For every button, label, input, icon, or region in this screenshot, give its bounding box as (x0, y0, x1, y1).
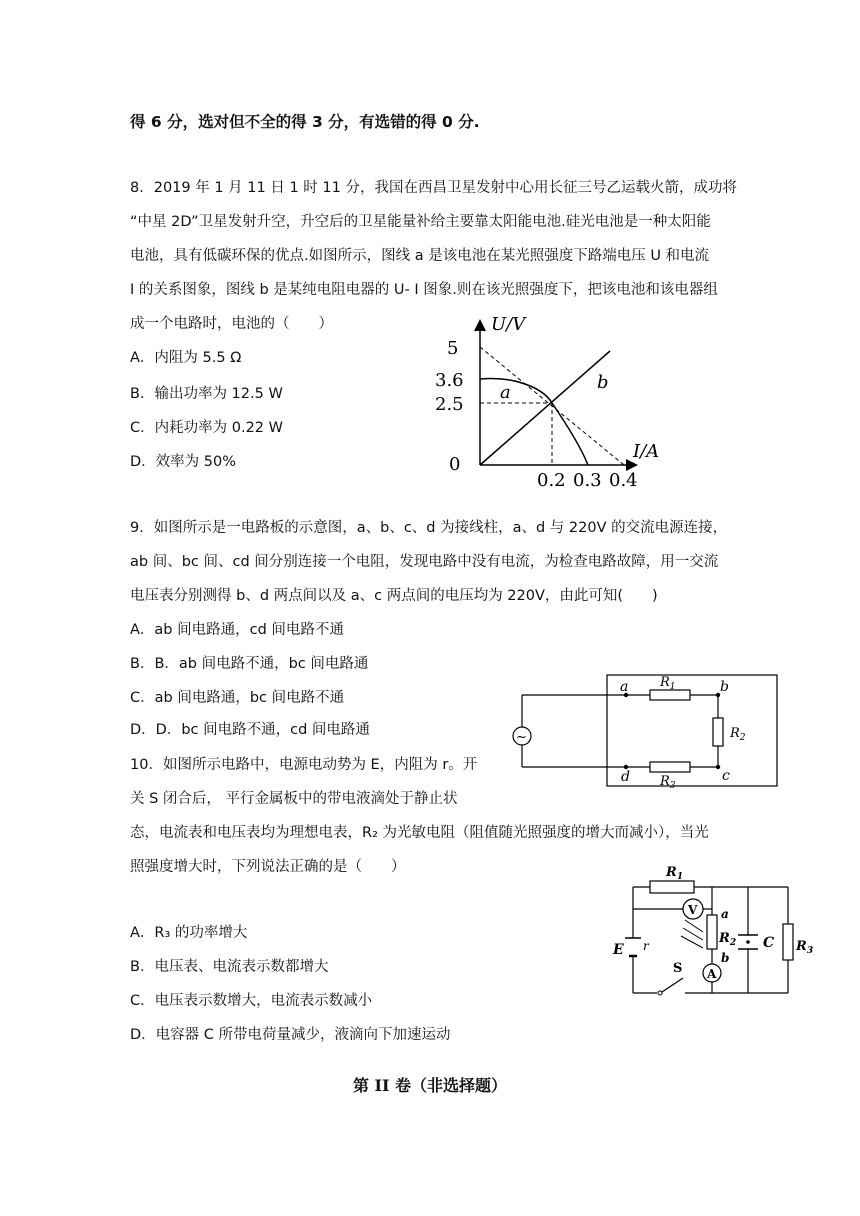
label-r3: R (796, 939, 807, 954)
scoring-rule-line: 得 6 分，选对但不全的得 3 分，有选错的得 0 分. (130, 113, 480, 131)
y-tick-3.6: 3.6 (435, 370, 464, 391)
q10-line-3: 态，电流表和电压表均为理想电表，R₂ 为光敏电阻（阻值随光照强度的增大而减小），当光 (130, 825, 709, 841)
curve-a (480, 379, 588, 465)
label-r2-sub: 2 (739, 733, 746, 743)
x-tick-0.2: 0.2 (537, 470, 566, 491)
q10-option-b: B．电压表、电流表示数都增大 (130, 959, 329, 975)
resistor-r2 (713, 718, 723, 746)
resistor-r3 (650, 762, 690, 772)
label-r2: R (719, 931, 730, 946)
q8-option-d: D．效率为 50% (130, 454, 237, 470)
svg-text:R2 (718, 931, 736, 948)
label-r3-sub: 3 (669, 781, 676, 790)
board-outline (607, 675, 777, 786)
q10-option-c: C．电压表示数增大，电流表示数减小 (130, 993, 373, 1009)
label-r: r (643, 939, 649, 953)
terminal-c (716, 765, 720, 769)
label-r3-sub: 3 (806, 946, 814, 956)
label-point-a: a (721, 907, 729, 921)
q9-circuit-board (500, 670, 785, 790)
label-c: c (722, 768, 730, 784)
label-e: E (613, 942, 624, 958)
label-a: a (620, 679, 629, 695)
q8-line-5: 成一个电路时，电池的（ ） (130, 316, 333, 332)
q10-line-2: 关 S 闭合后， 平行金属板中的带电液滴处于静止状 (130, 791, 458, 807)
label-r2-sub: 2 (729, 938, 737, 948)
q9-option-d: D．D．bc 间电路不通，cd 间电路通 (130, 722, 370, 738)
q10-line-1: 10．如图所示电路中，电源电动势为 E，内阻为 r。开 (130, 757, 478, 773)
section-title: 第 II 卷（非选择题） (352, 1076, 508, 1095)
label-d: d (621, 769, 630, 785)
q9-option-a: A．ab 间电路通，cd 间电路不通 (130, 622, 344, 638)
ammeter-label: A (707, 967, 717, 981)
x-tick-0.3: 0.3 (573, 470, 602, 491)
q9-option-b: B．B．ab 间电路不通，bc 间电路通 (130, 656, 369, 672)
label-r2: R (730, 726, 740, 741)
q8-line-2: “中星 2D”卫星发射升空，升空后的卫星能量补给主要靠太阳能电池.硅光电池是一种太阳能 (130, 214, 711, 230)
q8-line-1: 8．2019 年 1 月 11 日 1 时 11 分，我国在西昌卫星发射中心用长征三号乙运载火箭，成功将 (130, 180, 737, 196)
q8-ui-graph (425, 310, 685, 495)
line-b-label: b (597, 372, 609, 393)
q8-line-4: I 的关系图象，图线 b 是某纯电阻电器的 U- I 图象.则在该光照强度下，把该电池和该电器组 (130, 282, 718, 298)
q9-line-3: 电压表分别测得 b、d 两点间以及 a、c 两点间的电压均为 220V，由此可知( ) (130, 588, 658, 604)
q8-line-3: 电池，具有低碳环保的优点.如图所示，图线 a 是该电池在某光照强度下路端电压 U 和电流 (130, 248, 710, 264)
label-r1: R (660, 675, 670, 690)
svg-text:R3 (659, 774, 676, 790)
label-c: C (763, 935, 775, 951)
y-axis-label: U/V (491, 314, 526, 335)
label-b: b (720, 679, 729, 695)
x-axis-label: I/A (633, 441, 660, 462)
q8-option-a: A．内阻为 5.5 Ω (130, 350, 242, 366)
q9-line-2: ab 间、bc 间、cd 间分别连接一个电阻，发现电路中没有电流，为检查电路故障，用一交流 (130, 554, 719, 570)
y-tick-5: 5 (447, 338, 459, 359)
y-tick-2.5: 2.5 (435, 394, 464, 415)
svg-text:R2 (729, 726, 746, 743)
voltmeter-label: V (688, 903, 698, 917)
ac-source-symbol: ~ (516, 730, 527, 745)
q10-option-a: A．R₃ 的功率增大 (130, 925, 248, 941)
label-r1-sub: 1 (676, 872, 684, 882)
label-point-b: b (721, 951, 730, 965)
charged-droplet (746, 940, 750, 944)
x-tick-0.4: 0.4 (609, 470, 638, 491)
q10-circuit (605, 860, 815, 1000)
label-r3: R (660, 774, 670, 789)
q9-option-c: C．ab 间电路通，bc 间电路不通 (130, 690, 345, 706)
label-r1-sub: 1 (669, 682, 676, 692)
label-s: S (673, 961, 683, 976)
line-b (480, 351, 610, 465)
q8-option-c: C．内耗功率为 0.22 W (130, 420, 283, 436)
switch-contact (658, 991, 662, 995)
q9-line-1: 9．如图所示是一电路板的示意图，a、b、c、d 为接线柱，a、d 与 220V 的交流电源连接， (130, 520, 728, 536)
q8-option-b: B．输出功率为 12.5 W (130, 386, 283, 402)
q10-line-4: 照强度增大时，下列说法正确的是（ ） (130, 859, 406, 875)
resistor-r3 (783, 924, 793, 960)
svg-text:R3 (795, 939, 813, 956)
curve-a-label: a (500, 382, 511, 403)
resistor-r1 (650, 881, 694, 893)
svg-text:R1 (659, 675, 676, 692)
origin-label: 0 (449, 454, 461, 475)
label-r1: R (666, 865, 677, 880)
svg-text:R1 (665, 865, 683, 882)
switch-s (662, 978, 683, 992)
q10-option-d: D．电容器 C 所带电荷量减少，液滴向下加速运动 (130, 1027, 451, 1043)
resistor-r2-photosensitive (707, 915, 717, 949)
